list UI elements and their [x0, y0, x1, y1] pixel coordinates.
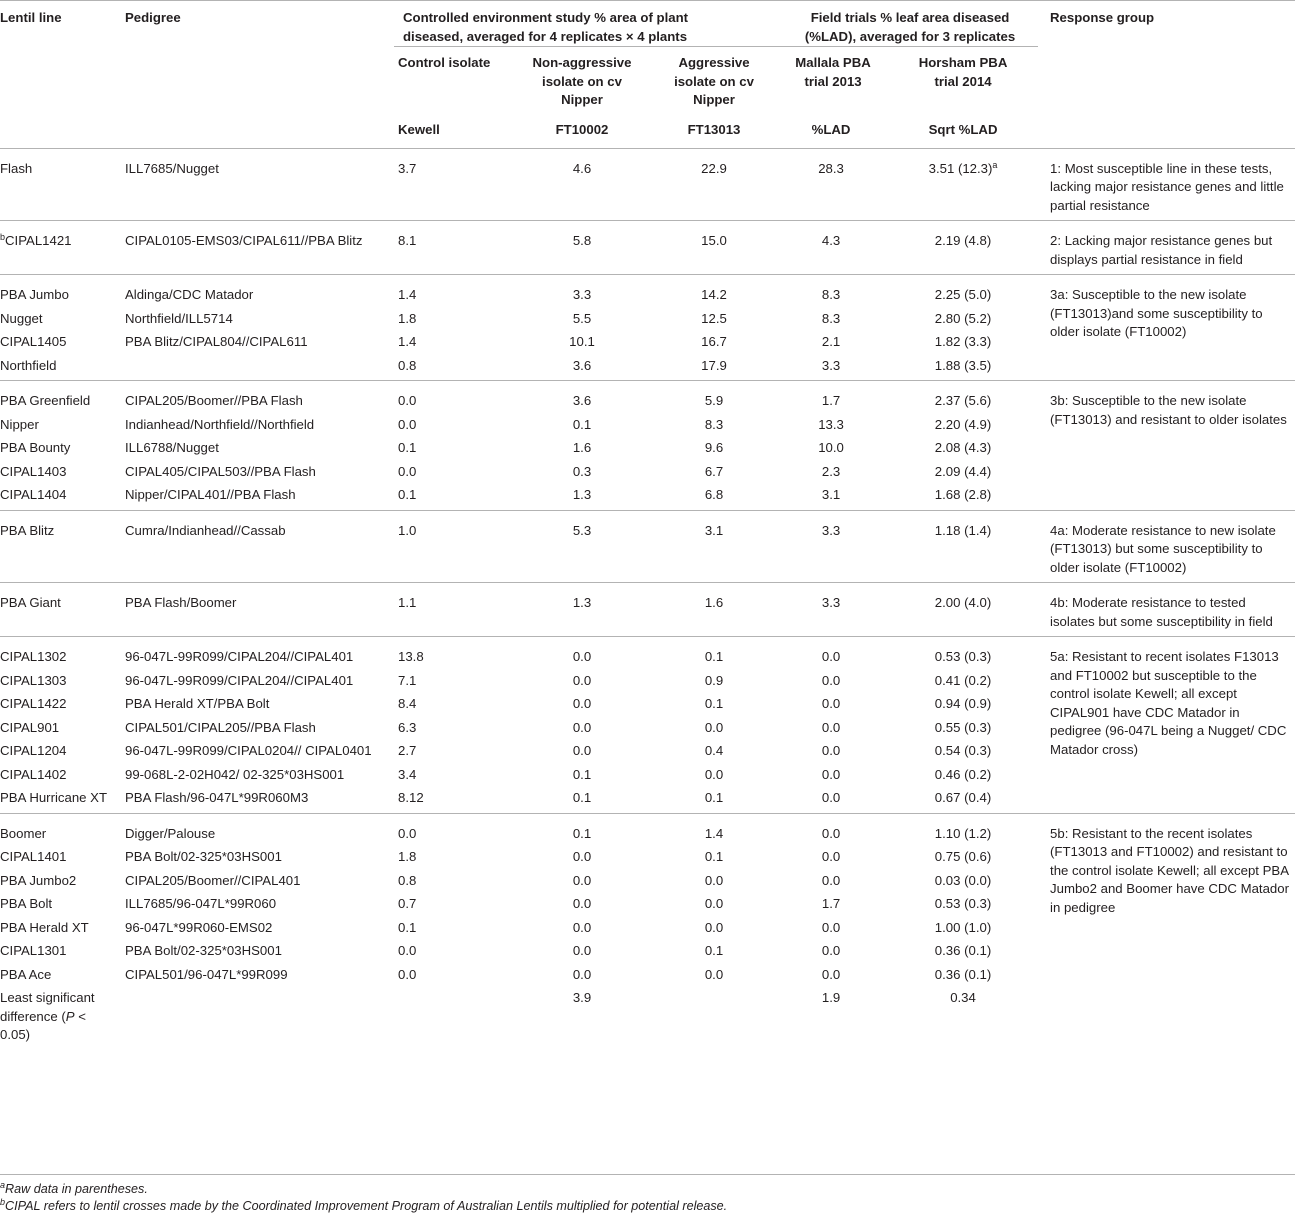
cell-mallala: 0.0	[821, 672, 841, 688]
cell-kewell: 8.1	[394, 221, 510, 275]
cell-lentil-line	[0, 333, 120, 357]
cell-ft13013: 5.9	[654, 381, 774, 416]
cell-mallala: 13.3	[818, 416, 844, 432]
horsham-value: 0.75 (0.6)	[934, 849, 992, 864]
horsham-value: 0.36 (0.1)	[934, 943, 992, 958]
table-row	[0, 510, 1295, 583]
cell-ft10002: 5.5	[572, 310, 592, 326]
cell-response-group: 4a: Moderate resistance to new isolate (FT13013) but some susceptibility to older isolate (FT10002)	[1038, 510, 1295, 583]
header-aggressive: Aggressive isolate on cv Nipper	[654, 47, 774, 110]
cell-ft13013: 0.1	[704, 849, 724, 864]
lentil-line-name: Boomer	[0, 825, 47, 841]
cell-pedigree: Nipper/CIPAL401//PBA Flash	[125, 487, 296, 502]
footnote-b-text: CIPAL refers to lentil crosses made by the Coordinated Improvement Program of Australian Lentils multiplied for potential release.	[5, 1199, 728, 1213]
cell-kewell: 1.1	[394, 583, 510, 637]
cell-ft10002: 0.0	[572, 896, 592, 911]
cell-mallala: 0.0	[821, 966, 841, 982]
horsham-value: 1.10 (1.2)	[934, 825, 992, 841]
cell-pedigree: ILL6788/Nugget	[125, 440, 219, 455]
cell-lentil-line	[0, 439, 120, 463]
header-non-aggressive: Non-aggressive isolate on cv Nipper	[510, 47, 654, 110]
cell-kewell: 0.0	[394, 381, 510, 416]
cell-kewell: 1.8	[398, 849, 417, 864]
cell-ft13013: 0.1	[654, 637, 774, 672]
cell-lentil-line	[0, 463, 120, 487]
cell-mallala: 1.7	[774, 381, 888, 416]
cell-kewell: 6.3	[398, 719, 417, 735]
cell-kewell: 0.1	[398, 919, 417, 935]
header-lentil-line: Lentil line	[0, 10, 62, 25]
cell-lsd-ft10002: 3.9	[572, 990, 592, 1005]
cell-ft13013: 6.8	[704, 487, 724, 502]
cell-mallala: 3.3	[821, 357, 841, 373]
table-row	[0, 148, 1295, 221]
cell-pedigree: PBA Bolt/02-325*03HS001	[125, 849, 282, 864]
cell-horsham	[888, 895, 1038, 919]
cell-pedigree: ILL7685/96-047L*99R060	[125, 896, 277, 911]
cell-lentil-line	[0, 872, 120, 896]
horsham-value: 2.00 (4.0)	[934, 595, 992, 610]
cell-ft13013: 14.2	[654, 275, 774, 310]
cell-mallala: 0.0	[821, 743, 841, 758]
lentil-line-name: CIPAL1204	[0, 743, 67, 758]
cell-horsham	[888, 310, 1038, 334]
horsham-value: 0.94 (0.9)	[934, 696, 992, 711]
cell-lentil-line	[0, 672, 120, 696]
cell-ft13013: 0.0	[704, 719, 724, 735]
cell-kewell: 2.7	[398, 743, 417, 758]
cell-lentil-line	[0, 381, 120, 416]
cell-lsd-kewell	[394, 989, 510, 1050]
cell-mallala: 3.1	[821, 487, 841, 502]
cell-mallala: 8.3	[774, 275, 888, 310]
lentil-line-name: PBA Greenfield	[0, 393, 91, 408]
lentil-line-name: CIPAL901	[0, 719, 60, 735]
cell-pedigree: PBA Herald XT/PBA Bolt	[125, 696, 270, 711]
horsham-value: 0.53 (0.3)	[934, 896, 992, 911]
table-row	[0, 275, 1295, 310]
cell-response-group: 1: Most susceptible line in these tests, lacking major resistance genes and little partial resistance	[1038, 148, 1295, 221]
lentil-line-name: CIPAL1402	[0, 766, 67, 782]
horsham-value: 0.03 (0.0)	[934, 872, 992, 888]
cell-ft13013: 17.9	[701, 357, 727, 373]
header-horsham: Horsham PBA trial 2014	[888, 47, 1038, 110]
cell-mallala: 0.0	[821, 766, 841, 782]
lentil-line-name: CIPAL1403	[0, 463, 67, 479]
cell-ft10002: 0.1	[510, 813, 654, 848]
cell-response-group: 4b: Moderate resistance to tested isolates but some susceptibility in field	[1038, 583, 1295, 637]
cell-kewell: 0.0	[394, 813, 510, 848]
cell-kewell: 0.0	[398, 966, 417, 982]
cell-lsd-horsham: 0.34	[950, 990, 976, 1005]
lentil-line-name: Northfield	[0, 357, 57, 373]
cell-lentil-line	[0, 275, 120, 310]
cell-ft10002: 4.6	[510, 148, 654, 221]
cell-kewell: 0.0	[398, 416, 417, 432]
cell-mallala: 10.0	[818, 440, 844, 455]
header-response-group: Response group	[1050, 10, 1155, 25]
horsham-value: 1.18 (1.4)	[934, 522, 992, 538]
header-control-isolate: Control isolate	[394, 47, 510, 110]
horsham-value: 2.20 (4.9)	[934, 416, 992, 432]
cell-pedigree: 96-047L-99R099/CIPAL204//CIPAL401	[120, 637, 394, 672]
table-row	[0, 381, 1295, 416]
cell-ft13013: 0.1	[704, 696, 724, 711]
cell-ft10002: 1.6	[572, 440, 592, 455]
cell-horsham	[888, 637, 1038, 672]
horsham-value: 1.88 (3.5)	[934, 357, 992, 373]
cell-horsham	[888, 695, 1038, 719]
cell-pedigree: 99-068L-2-02H042/ 02-325*03HS001	[125, 766, 345, 782]
lsd-label-post: < 0.05)	[0, 1008, 86, 1042]
cell-kewell: 1.4	[394, 275, 510, 310]
header-controlled-environment: Controlled environment study % area of plant diseased, averaged for 4 replicates × 4 plants	[403, 10, 689, 44]
cell-kewell: 1.8	[398, 310, 417, 326]
horsham-footnote-mark: a	[992, 159, 998, 170]
cell-ft10002: 0.0	[510, 637, 654, 672]
cell-ft10002: 0.0	[572, 743, 592, 758]
cell-ft13013: 3.1	[654, 510, 774, 583]
lentil-line-name: Nipper	[0, 416, 39, 432]
lentil-line-name: CIPAL1422	[0, 696, 67, 711]
cell-horsham	[888, 813, 1038, 848]
cell-horsham	[888, 333, 1038, 357]
cell-mallala: 0.0	[821, 719, 841, 735]
cell-lentil-line	[0, 966, 120, 990]
lentil-line-name: Nugget	[0, 310, 43, 326]
cell-ft10002: 0.1	[572, 790, 592, 805]
cell-pedigree: CIPAL0105-EMS03/CIPAL611//PBA Blitz	[120, 221, 394, 275]
cell-lentil-line	[0, 637, 120, 672]
cell-ft13013: 16.7	[701, 334, 727, 349]
cell-ft13013: 0.9	[704, 672, 724, 688]
lentil-line-name: PBA Blitz	[0, 522, 55, 538]
cell-horsham	[888, 463, 1038, 487]
cell-pedigree: ILL7685/Nugget	[120, 148, 394, 221]
cell-pedigree: PBA Flash/96-047L*99R060M3	[125, 790, 309, 805]
horsham-value: 3.51 (12.3)	[928, 160, 993, 176]
cell-ft10002: 3.6	[510, 381, 654, 416]
cell-ft10002: 5.8	[510, 221, 654, 275]
cell-lentil-line	[0, 357, 120, 381]
cell-kewell: 8.12	[398, 790, 424, 805]
horsham-value: 2.25 (5.0)	[934, 287, 992, 302]
cell-pedigree: Digger/Palouse	[120, 813, 394, 848]
top-rule	[0, 0, 1295, 1]
cell-kewell: 0.8	[398, 872, 417, 888]
cell-lentil-line	[0, 416, 120, 440]
cell-lentil-line	[0, 813, 120, 848]
cell-response-group: 3a: Susceptible to the new isolate (FT13013)and some susceptibility to older isolate (FT10002)	[1038, 275, 1295, 381]
header-sqrt-lad: Sqrt %LAD	[928, 121, 998, 137]
cell-ft10002: 0.0	[572, 719, 592, 735]
cell-pedigree: CIPAL501/CIPAL205//PBA Flash	[125, 719, 316, 735]
cell-horsham	[888, 966, 1038, 990]
cell-ft10002: 0.1	[572, 416, 592, 432]
horsham-value: 2.19 (4.8)	[934, 233, 992, 248]
header-field-trials: Field trials % leaf area diseased (%LAD), averaged for 3 replicates	[804, 10, 1016, 44]
cell-horsham	[888, 919, 1038, 943]
cell-lentil-line	[0, 310, 120, 334]
cell-horsham	[888, 486, 1038, 510]
cell-ft13013: 8.3	[704, 416, 724, 432]
cell-ft13013: 0.0	[704, 966, 724, 982]
cell-kewell: 13.8	[394, 637, 510, 672]
cell-ft10002: 3.6	[572, 357, 592, 373]
cell-pedigree: CIPAL205/Boomer//PBA Flash	[120, 381, 394, 416]
cell-pedigree: 96-047L-99R099/CIPAL204//CIPAL401	[125, 672, 354, 688]
lentil-line-name: Flash	[0, 160, 33, 176]
cell-lentil-line	[0, 719, 120, 743]
cell-response-group: 3b: Susceptible to the new isolate (FT13013) and resistant to older isolates	[1038, 381, 1295, 511]
cell-mallala: 1.7	[821, 896, 841, 911]
cell-response-group: 5b: Resistant to the recent isolates (FT13013 and FT10002) and resistant to the control isolate Kewell; all except PBA Jumbo2 and Boomer have CDC Matador in pedigree	[1038, 813, 1295, 1050]
cell-ft13013: 9.6	[704, 440, 724, 455]
cell-pedigree: CIPAL501/96-047L*99R099	[125, 966, 288, 982]
cell-ft10002: 1.3	[510, 583, 654, 637]
cell-ft13013: 0.1	[704, 943, 724, 958]
cell-lentil-line	[0, 486, 120, 510]
cell-horsham	[888, 221, 1038, 275]
cell-pedigree: Aldinga/CDC Matador	[120, 275, 394, 310]
cell-kewell: 7.1	[398, 672, 417, 688]
lentil-line-name: CIPAL1303	[0, 672, 67, 688]
cell-ft13013: 15.0	[654, 221, 774, 275]
cell-horsham	[888, 789, 1038, 813]
cell-horsham	[888, 672, 1038, 696]
cell-lsd-pedigree	[120, 989, 394, 1050]
horsham-value: 2.08 (4.3)	[934, 440, 992, 455]
footnote-a	[0, 1181, 148, 1198]
lentil-line-name: CIPAL1404	[0, 487, 67, 502]
cell-lsd-mallala: 1.9	[821, 990, 841, 1005]
cell-lsd-ft13013	[654, 989, 774, 1050]
footnote-a-text: Raw data in parentheses.	[5, 1182, 148, 1196]
cell-kewell: 0.1	[398, 487, 417, 502]
lentil-line-name: PBA Jumbo	[0, 287, 69, 302]
lentil-line-name: PBA Bolt	[0, 896, 53, 911]
cell-horsham	[888, 848, 1038, 872]
line-footnote-mark: b	[0, 232, 6, 242]
cell-ft10002: 5.3	[510, 510, 654, 583]
cell-pedigree: CIPAL405/CIPAL503//PBA Flash	[125, 463, 316, 479]
header-lad: %LAD	[811, 121, 851, 137]
horsham-value: 0.53 (0.3)	[934, 649, 992, 664]
footnote-rule	[0, 1174, 1295, 1175]
cell-lentil-line	[0, 789, 120, 813]
lentil-line-name: CIPAL1302	[0, 649, 67, 664]
cell-ft10002: 0.0	[572, 672, 592, 688]
cell-mallala: 8.3	[821, 310, 841, 326]
cell-ft10002: 0.0	[572, 943, 592, 958]
footnote-b-mark: b	[0, 1197, 6, 1207]
cell-pedigree: 96-047L-99R099/CIPAL0204// CIPAL0401	[125, 743, 372, 758]
cell-lentil-line	[0, 942, 120, 966]
cell-horsham	[888, 148, 1038, 221]
cell-ft10002: 10.1	[569, 334, 595, 349]
cell-ft13013: 0.0	[704, 872, 724, 888]
cell-pedigree	[120, 357, 394, 381]
lentil-line-name: PBA Ace	[0, 966, 52, 982]
lentil-line-name: CIPAL1401	[0, 849, 67, 864]
cell-response-group: 5a: Resistant to recent isolates F13013 and FT10002 but susceptible to the control isolate Kewell; all except CIPAL901 have CDC Matador in pedigree (96-047L being a Nugget/ CDC Matador cross)	[1038, 637, 1295, 814]
cell-lentil-line	[0, 221, 120, 275]
cell-mallala: 0.0	[821, 790, 841, 805]
cell-lentil-line	[0, 583, 120, 637]
cell-ft13013: 1.4	[654, 813, 774, 848]
cell-horsham	[888, 766, 1038, 790]
cell-horsham	[888, 510, 1038, 583]
cell-lentil-line	[0, 848, 120, 872]
horsham-value: 1.68 (2.8)	[934, 487, 992, 502]
cell-response-group: 2: Lacking major resistance genes but displays partial resistance in field	[1038, 221, 1295, 275]
horsham-value: 1.82 (3.3)	[934, 334, 992, 349]
cell-mallala: 0.0	[821, 919, 841, 935]
cell-kewell: 0.0	[398, 943, 417, 958]
cell-horsham	[888, 942, 1038, 966]
horsham-value: 0.36 (0.1)	[934, 966, 992, 982]
cell-mallala: 4.3	[774, 221, 888, 275]
cell-pedigree: CIPAL205/Boomer//CIPAL401	[125, 872, 301, 888]
cell-horsham	[888, 381, 1038, 416]
table-row	[0, 221, 1295, 275]
cell-mallala: 0.0	[774, 813, 888, 848]
lsd-label-p: P	[65, 1008, 75, 1024]
cell-horsham	[888, 872, 1038, 896]
cell-pedigree: PBA Blitz/CIPAL804//CIPAL611	[125, 334, 308, 349]
cell-ft13013: 1.6	[654, 583, 774, 637]
cell-kewell: 3.4	[398, 766, 417, 782]
cell-mallala: 28.3	[774, 148, 888, 221]
header-kewell: Kewell	[398, 121, 440, 137]
cell-pedigree: PBA Bolt/02-325*03HS001	[125, 943, 282, 958]
cell-lentil-line	[0, 510, 120, 583]
cell-kewell: 8.4	[398, 696, 417, 711]
cell-ft13013: 6.7	[704, 463, 724, 479]
cell-ft13013: 0.1	[704, 790, 724, 805]
horsham-value: 0.55 (0.3)	[934, 719, 992, 735]
lentil-line-name: PBA Jumbo2	[0, 872, 77, 888]
cell-ft10002: 0.3	[572, 463, 592, 479]
table-row	[0, 583, 1295, 637]
cell-ft10002: 0.0	[572, 919, 592, 935]
cell-horsham	[888, 416, 1038, 440]
footnote-a-mark: a	[0, 1180, 6, 1190]
cell-lsd-label	[0, 989, 120, 1050]
cell-pedigree: Indianhead/Northfield//Northfield	[125, 416, 315, 432]
cell-ft10002: 1.3	[572, 487, 592, 502]
cell-kewell: 0.7	[398, 896, 417, 911]
cell-mallala: 3.3	[774, 583, 888, 637]
cell-lentil-line	[0, 695, 120, 719]
horsham-value: 2.09 (4.4)	[934, 463, 992, 479]
horsham-value: 0.67 (0.4)	[934, 790, 992, 805]
cell-ft10002: 0.0	[572, 966, 592, 982]
lsd-label-pre: Least significant difference (	[0, 990, 95, 1024]
horsham-value: 1.00 (1.0)	[934, 919, 992, 935]
horsham-value: 0.41 (0.2)	[934, 672, 992, 688]
cell-ft13013: 0.0	[704, 919, 724, 935]
cell-lentil-line	[0, 895, 120, 919]
cell-mallala: 3.3	[774, 510, 888, 583]
lentil-line-name: CIPAL1421	[5, 233, 72, 248]
cell-ft13013: 0.0	[704, 766, 724, 782]
cell-horsham	[888, 275, 1038, 310]
cell-horsham	[888, 719, 1038, 743]
cell-horsham	[888, 583, 1038, 637]
cell-kewell: 0.0	[398, 463, 417, 479]
cell-kewell: 3.7	[394, 148, 510, 221]
lentil-line-name: CIPAL1301	[0, 943, 67, 958]
cell-pedigree: PBA Flash/Boomer	[120, 583, 394, 637]
cell-ft13013: 12.5	[701, 310, 727, 326]
header-ft10002: FT10002	[555, 121, 609, 137]
cell-mallala: 0.0	[821, 696, 841, 711]
cell-mallala: 2.1	[821, 334, 841, 349]
cell-pedigree: Northfield/ILL5714	[125, 310, 233, 326]
cell-mallala: 0.0	[821, 849, 841, 864]
header-pedigree: Pedigree	[125, 10, 181, 25]
horsham-value: 2.80 (5.2)	[934, 310, 992, 326]
table-row	[0, 637, 1295, 672]
cell-ft10002: 3.3	[510, 275, 654, 310]
cell-kewell: 0.1	[398, 440, 417, 455]
cell-ft10002: 0.0	[572, 849, 592, 864]
cell-horsham	[888, 357, 1038, 381]
lentil-line-name: CIPAL1405	[0, 334, 67, 349]
horsham-value: 0.46 (0.2)	[934, 766, 992, 782]
cell-ft10002: 0.1	[572, 766, 592, 782]
cell-kewell: 1.4	[398, 334, 417, 349]
cell-mallala: 0.0	[774, 637, 888, 672]
cell-pedigree: Cumra/Indianhead//Cassab	[120, 510, 394, 583]
cell-mallala: 2.3	[821, 463, 841, 479]
cell-ft13013: 22.9	[654, 148, 774, 221]
cell-mallala: 0.0	[821, 872, 841, 888]
lentil-line-name: PBA Hurricane XT	[0, 790, 108, 805]
table-row	[0, 813, 1295, 848]
cell-kewell: 1.0	[394, 510, 510, 583]
lentil-line-name: PBA Herald XT	[0, 919, 89, 935]
header-ft13013: FT13013	[687, 121, 741, 137]
cell-horsham	[888, 439, 1038, 463]
horsham-value: 0.54 (0.3)	[934, 743, 992, 758]
cell-kewell: 0.8	[398, 357, 417, 373]
lentil-line-name: PBA Bounty	[0, 440, 71, 455]
horsham-value: 2.37 (5.6)	[934, 393, 992, 408]
cell-lentil-line	[0, 148, 120, 221]
footnote-b	[0, 1198, 727, 1215]
lentil-line-name: PBA Giant	[0, 595, 61, 610]
table-body	[0, 148, 1295, 1050]
cell-lentil-line	[0, 919, 120, 943]
cell-ft10002: 0.0	[572, 696, 592, 711]
cell-mallala: 0.0	[821, 943, 841, 958]
header-mallala: Mallala PBA trial 2013	[774, 47, 888, 110]
cell-ft13013: 0.4	[704, 743, 724, 758]
cell-lentil-line	[0, 742, 120, 766]
cell-horsham	[888, 742, 1038, 766]
cell-pedigree: 96-047L*99R060-EMS02	[125, 919, 273, 935]
cell-lentil-line	[0, 766, 120, 790]
cell-ft10002: 0.0	[572, 872, 592, 888]
cell-ft13013: 0.0	[704, 896, 724, 911]
